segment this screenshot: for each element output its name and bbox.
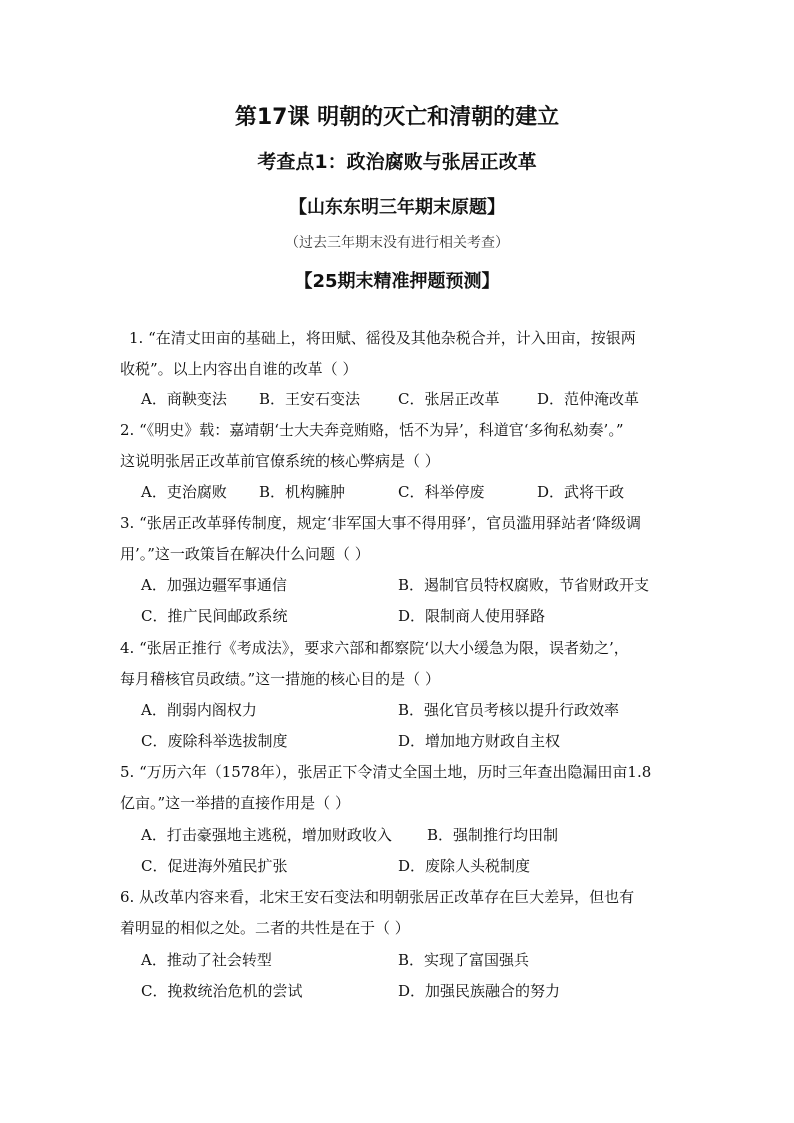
question-4-option-b: B．强化官员考核以提升行政效率: [398, 701, 620, 719]
question-2-option-a: A．吏治腐败: [141, 483, 227, 501]
question-6-option-d: D．加强民族融合的努力: [398, 982, 561, 1000]
lesson-title: 第17课 明朝的灭亡和清朝的建立: [234, 105, 560, 130]
question-3-line-2: 用’。”这一政策旨在解决什么问题（ ）: [120, 545, 370, 563]
question-5-line-2: 亿亩。”这一举措的直接作用是（ ）: [120, 794, 350, 812]
section-exam-heading: 【山东东明三年期末原题】: [289, 197, 505, 218]
question-2-line-1: 2. “《明史》载：嘉靖朝‘士大夫奔竞贿赂，恬不为异’，科道官‘多徇私劾奏’。”: [120, 421, 624, 439]
question-4-option-a: A．削弱内阁权力: [141, 701, 257, 719]
question-6-option-c: C．挽救统治危机的尝试: [141, 982, 303, 1000]
question-5-option-c: C．促进海外殖民扩张: [141, 857, 288, 875]
question-1-line-2: 收税”。以上内容出自谁的改革（ ）: [120, 360, 358, 378]
question-6-line-1: 6. 从改革内容来看，北宋王安石变法和明朝张居正改革存在巨大差异，但也有: [120, 888, 635, 906]
question-2-line-2: 这说明张居正改革前官僚系统的核心弊病是（ ）: [120, 452, 440, 470]
question-1-option-c: C．张居正改革: [398, 390, 500, 408]
question-1-option-d: D．范仲淹改革: [537, 390, 640, 408]
question-5-option-a: A．打击豪强地主逃税，增加财政收入: [141, 826, 392, 844]
point-title: 考查点1：政治腐败与张居正改革: [257, 151, 537, 173]
question-5-option-d: D．废除人头税制度: [398, 857, 531, 875]
question-6-line-2: 着明显的相似之处。二者的共性是在于（ ）: [120, 919, 410, 937]
question-1-option-a: A．商鞅变法: [141, 390, 227, 408]
question-3-line-1: 3. “张居正改革驿传制度，规定‘非军国大事不得用驿’，官员滥用驿站者‘降级调: [120, 514, 642, 532]
section-note: （过去三年期末没有进行相关考查）: [285, 235, 509, 251]
question-1-line-1: 1. “在清丈田亩的基础上，将田赋、徭役及其他杂税合并，计入田亩，按银两: [129, 329, 636, 347]
question-3-option-b: B．遏制官员特权腐败，节省财政开支: [398, 576, 650, 594]
question-5-option-b: B．强制推行均田制: [427, 826, 559, 844]
section-predict-heading: 【25期末精准押题预测】: [294, 271, 500, 292]
question-2-option-b: B．机构臃肿: [259, 483, 346, 501]
question-2-option-c: C．科举停废: [398, 483, 485, 501]
question-5-line-1: 5. “万历六年（1578年），张居正下令清丈全国土地，历时三年查出隐漏田亩1.8: [120, 763, 652, 781]
question-6-option-b: B．实现了富国强兵: [398, 951, 530, 969]
question-4-option-d: D．增加地方财政自主权: [398, 732, 561, 750]
question-3-option-d: D．限制商人使用驿路: [398, 607, 546, 625]
question-4-line-1: 4. “张居正推行《考成法》，要求六部和都察院‘以大小缓急为限，误者劾之’，: [120, 639, 629, 657]
question-3-option-c: C．推广民间邮政系统: [141, 607, 288, 625]
question-4-option-c: C．废除科举选拔制度: [141, 732, 288, 750]
question-2-option-d: D．武将干政: [537, 483, 625, 501]
question-3-option-a: A．加强边疆军事通信: [141, 576, 287, 594]
question-6-option-a: A．推动了社会转型: [141, 951, 272, 969]
question-1-option-b: B．王安石变法: [259, 390, 361, 408]
question-4-line-2: 每月稽核官员政绩。”这一措施的核心目的是（ ）: [120, 670, 440, 688]
